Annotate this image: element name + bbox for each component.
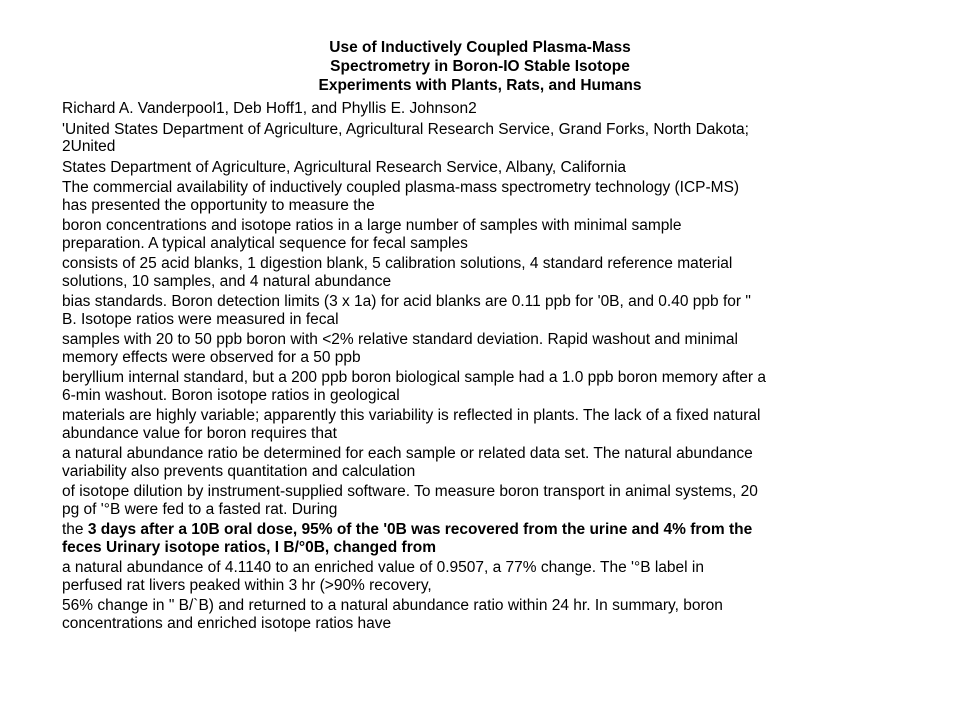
text-line: States Department of Agriculture, Agricultural Research Service, Albany, California [62, 158, 627, 176]
body-paragraph [62, 521, 914, 556]
text-line: 6-min washout. Boron isotope ratios in geological [62, 386, 400, 404]
text-line [62, 521, 914, 539]
body-paragraph [62, 331, 914, 366]
text-line: a natural abundance ratio be determined for each sample or related data set. The natural abundance [62, 445, 753, 462]
body-paragraph [62, 217, 914, 252]
text-line: materials are highly variable; apparently this variability is reflected in plants. The lack of a fixed natural [62, 407, 761, 424]
text-line: 56% change in " B/`B) and returned to a natural abundance ratio within 24 hr. In summary, boron [62, 597, 723, 614]
text-line: concentrations and enriched isotope ratios have [62, 614, 392, 632]
authors-line [62, 100, 914, 118]
body-paragraph [62, 255, 914, 290]
body-paragraph [62, 597, 914, 632]
title-line: Spectrometry in Boron-IO Stable Isotope [330, 58, 630, 75]
text-line: bias standards. Boron detection limits (3 x 1a) for acid blanks are 0.11 ppb for '0B, and 0.40 ppb for " [62, 293, 751, 310]
affiliation-paragraph [62, 159, 914, 177]
text-line: consists of 25 acid blanks, 1 digestion blank, 5 calibration solutions, 4 standard reference material [62, 255, 733, 272]
body-paragraph [62, 559, 914, 594]
text-run: the [62, 521, 88, 538]
text-line: has presented the opportunity to measure the [62, 196, 375, 214]
text-line: B. Isotope ratios were measured in fecal [62, 310, 339, 328]
text-line: Richard A. Vanderpool1, Deb Hoff1, and Phyllis E. Johnson2 [62, 100, 477, 117]
text-line: a natural abundance of 4.1140 to an enriched value of 0.9507, a 77% change. The '°B label in [62, 559, 704, 576]
abstract-body [62, 100, 914, 632]
document-title [180, 38, 780, 95]
body-paragraph [62, 483, 914, 518]
body-paragraph [62, 445, 914, 480]
title-line: Use of Inductively Coupled Plasma-Mass [329, 39, 631, 56]
bold-text-line: feces Urinary isotope ratios, I B/°0B, changed from [62, 538, 436, 556]
text-line: boron concentrations and isotope ratios in a large number of samples with minimal sample [62, 217, 682, 234]
text-line: 2United [62, 138, 116, 155]
text-line: preparation. A typical analytical sequence for fecal samples [62, 234, 468, 252]
text-line: samples with 20 to 50 ppb boron with <2% relative standard deviation. Rapid washout and minimal [62, 331, 738, 348]
body-paragraph [62, 293, 914, 328]
title-line: Experiments with Plants, Rats, and Humans [318, 77, 642, 94]
text-line: of isotope dilution by instrument-supplied software. To measure boron transport in animal systems, 20 [62, 483, 758, 500]
text-line: solutions, 10 samples, and 4 natural abundance [62, 272, 392, 290]
body-paragraph [62, 179, 914, 214]
bold-text-run: 3 days after a 10B oral dose, 95% of the '0B was recovered from the urine and 4% from the [87, 521, 753, 538]
affiliation-paragraph [62, 121, 914, 156]
text-line: memory effects were observed for a 50 ppb [62, 348, 361, 366]
text-line: The commercial availability of inductively coupled plasma-mass spectrometry technology (ICP-MS) [62, 179, 740, 196]
body-paragraph [62, 369, 914, 404]
text-line: beryllium internal standard, but a 200 ppb boron biological sample had a 1.0 ppb boron memory after a [62, 369, 766, 386]
text-line: pg of '°B were fed to a fasted rat. During [62, 500, 338, 518]
text-line: variability also prevents quantitation and calculation [62, 462, 416, 480]
body-paragraph [62, 407, 914, 442]
text-line: abundance value for boron requires that [62, 424, 337, 442]
text-line: perfused rat livers peaked within 3 hr (>90% recovery, [62, 576, 432, 594]
text-line: 'United States Department of Agriculture, Agricultural Research Service, Grand Forks, North Dakota; [62, 120, 749, 138]
